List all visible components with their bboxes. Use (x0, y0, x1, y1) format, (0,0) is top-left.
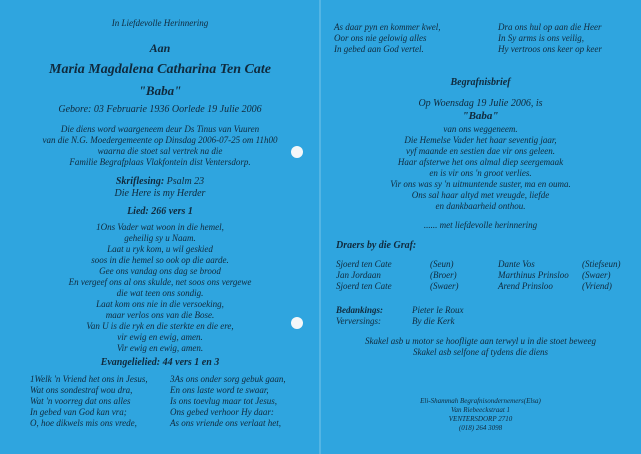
in-memory-heading: In Liefdevolle Herinnering (111, 18, 209, 28)
birth-death-dates: Gebore: 03 Februarie 1936 Oorlede 19 Julie 2006 (58, 104, 262, 115)
with-love-line: ...... met liefdevolle herinnering (423, 220, 538, 230)
song-line: Vir ewig en ewig, amen. (116, 343, 204, 353)
song-line: Laat kom ons nie in die versoeking, (96, 299, 224, 309)
service-line: Familie Begrafplaas Vlakfontein dist Ventersdorp. (69, 157, 251, 167)
notice-line: Skakel asb selfone af tydens die diens (413, 347, 548, 357)
punch-hole (291, 317, 303, 329)
left-page (0, 0, 320, 454)
scripture-subtitle: Die Here is my Herder (114, 188, 206, 199)
funeral-line: en is vir ons 'n groot verlies. (429, 168, 532, 178)
funeral-nickname: "Baba" (462, 110, 499, 122)
hymn-line: Wat 'n voorreg dat ons alles (30, 396, 131, 406)
funeral-line: Vir ons was sy 'n uitmuntende suster, ma en ouma. (390, 179, 571, 189)
funeral-line: Op Woensdag 19 Julie 2006, is (418, 98, 543, 109)
hymn-line: O, hoe dikwels mis ons vrede, (30, 418, 137, 428)
hymn-line: Oor ons nie gelowig alles (334, 33, 427, 43)
song-line: Van U is die ryk en die sterkte en die ere, (86, 321, 234, 331)
undertaker-line: VENTERSDORP 2710 (448, 415, 513, 423)
hymn-line: 3As ons onder sorg gebuk gaan, (170, 374, 286, 384)
nickname: "Baba" (138, 83, 182, 98)
bearer-name: Marthinus Prinsloo (498, 270, 569, 280)
hymn-continued-col1 (334, 22, 440, 55)
right-page (320, 0, 641, 454)
bearer-relation: (Seun) (430, 259, 454, 269)
hymn-line: In gebed van God kan vra; (30, 407, 127, 417)
bearer-relation: (Swaer) (582, 270, 611, 280)
bearer-relation: (Stiefseun) (582, 259, 621, 269)
hymn-line: Hy vertroos ons keer op keer (498, 44, 602, 54)
evangelical-song-title: Evangelielied: 44 vers 1 en 3 (100, 357, 220, 368)
bearer-name: Dante Vos (498, 259, 535, 269)
song-line: soos in die hemel so ook op die aarde. (91, 255, 229, 265)
bearer-name: Jan Jordaan (336, 270, 381, 280)
song-line: 1Ons Vader wat woon in die hemel, (96, 222, 224, 232)
hymn-line: Ons gebed verhoor Hy daar: (170, 407, 274, 417)
bearer-relation: (Broer) (430, 270, 457, 280)
hymn-continued-col2 (498, 22, 602, 55)
song-line: geheilig sy u Naam. (124, 233, 196, 243)
hymn-verse-1 (30, 374, 148, 429)
funeral-line: vyf maande en sestien dae vir ons geleen. (406, 146, 555, 156)
funeral-line: Haar afsterwe het ons almal diep seergemaak (397, 157, 564, 167)
undertaker-line: (018) 264 3098 (458, 424, 503, 432)
bearer-name: Sjoerd ten Cate (336, 259, 392, 269)
funeral-line: Ons sal haar altyd met vreugde, liefde (411, 190, 550, 200)
refreshments-label: Verversings: (336, 316, 381, 326)
song-line: Gee ons vandag ons dag se brood (99, 266, 221, 276)
bearers-title: Draers by die Graf: (336, 240, 417, 251)
song-line: Laat u ryk kom, u wil geskied (107, 244, 213, 254)
hymn-line: As ons vriende ons verlaat het, (170, 418, 281, 428)
punch-hole (291, 146, 303, 158)
hymn-line: Wat ons sondestraf wou dra, (30, 385, 133, 395)
scripture-value: Psalm 23 (166, 176, 205, 187)
song-line: vir ewig en ewig, amen. (117, 332, 203, 342)
hymn-line: En ons laste word te swaar, (170, 385, 269, 395)
scripture-reading (0, 176, 320, 188)
undertaker-line: Van Riebeeckstraat 1 (450, 406, 511, 414)
scripture-label: Skriflesing: (115, 176, 165, 187)
funeral-letter-title: Begrafnisbrief (450, 77, 511, 88)
bearer-name: Sjoerd ten Cate (336, 281, 392, 291)
hymn-line: Dra ons hul op aan die Heer (498, 22, 602, 32)
song-title: Lied: 266 vers 1 (127, 206, 193, 217)
hymn-line: In gebed aan God vertel. (334, 44, 424, 54)
thanks-value: Pieter le Roux (412, 305, 464, 315)
hymn-line: Is ons toevlug maar tot Jesus, (170, 396, 277, 406)
notice-line: Skakel asb u motor se hoofligte aan terwyl u in die stoet beweeg (365, 336, 596, 346)
song-line: En vergeef ons al ons skulde, net soos ons vergewe (68, 277, 252, 287)
to-heading: Aan (149, 41, 171, 55)
service-line: waarna die stoet sal vertrek na die (97, 146, 223, 156)
song-line: maar verlos ons van die Bose. (105, 310, 215, 320)
bearer-relation: (Swaer) (430, 281, 459, 291)
thanks-label: Bedankings: (336, 305, 384, 315)
hymn-line: As daar pyn en kommer kwel, (334, 22, 441, 32)
deceased-name: Maria Magdalena Catharina Ten Cate (49, 62, 271, 77)
refreshments-value: By die Kerk (412, 316, 455, 326)
hymn-verse-3 (170, 374, 286, 429)
song-line: die wat teen ons sondig. (116, 288, 204, 298)
hymn-line: In Sy arms is ons veilig, (498, 33, 584, 43)
hymn-line: 1Welk 'n Vriend het ons in Jesus, (30, 374, 148, 384)
bearer-relation: (Vriend) (582, 281, 612, 291)
undertaker-line: Eli-Shammah Begrafnisondernemers(Elsa) (420, 397, 541, 405)
service-line: van die N.G. Moedergemeente op Dinsdag 2006-07-25 om 11h00 (42, 135, 278, 145)
funeral-line: en dankbaarheid onthou. (435, 201, 526, 211)
bearer-name: Arend Prinsloo (498, 281, 553, 291)
funeral-line: Die Hemelse Vader het haar seventig jaar, (404, 135, 557, 145)
funeral-line: van ons weggeneem. (443, 124, 518, 134)
service-line: Die diens word waargeneem deur Ds Tinus van Vuuren (60, 124, 260, 134)
